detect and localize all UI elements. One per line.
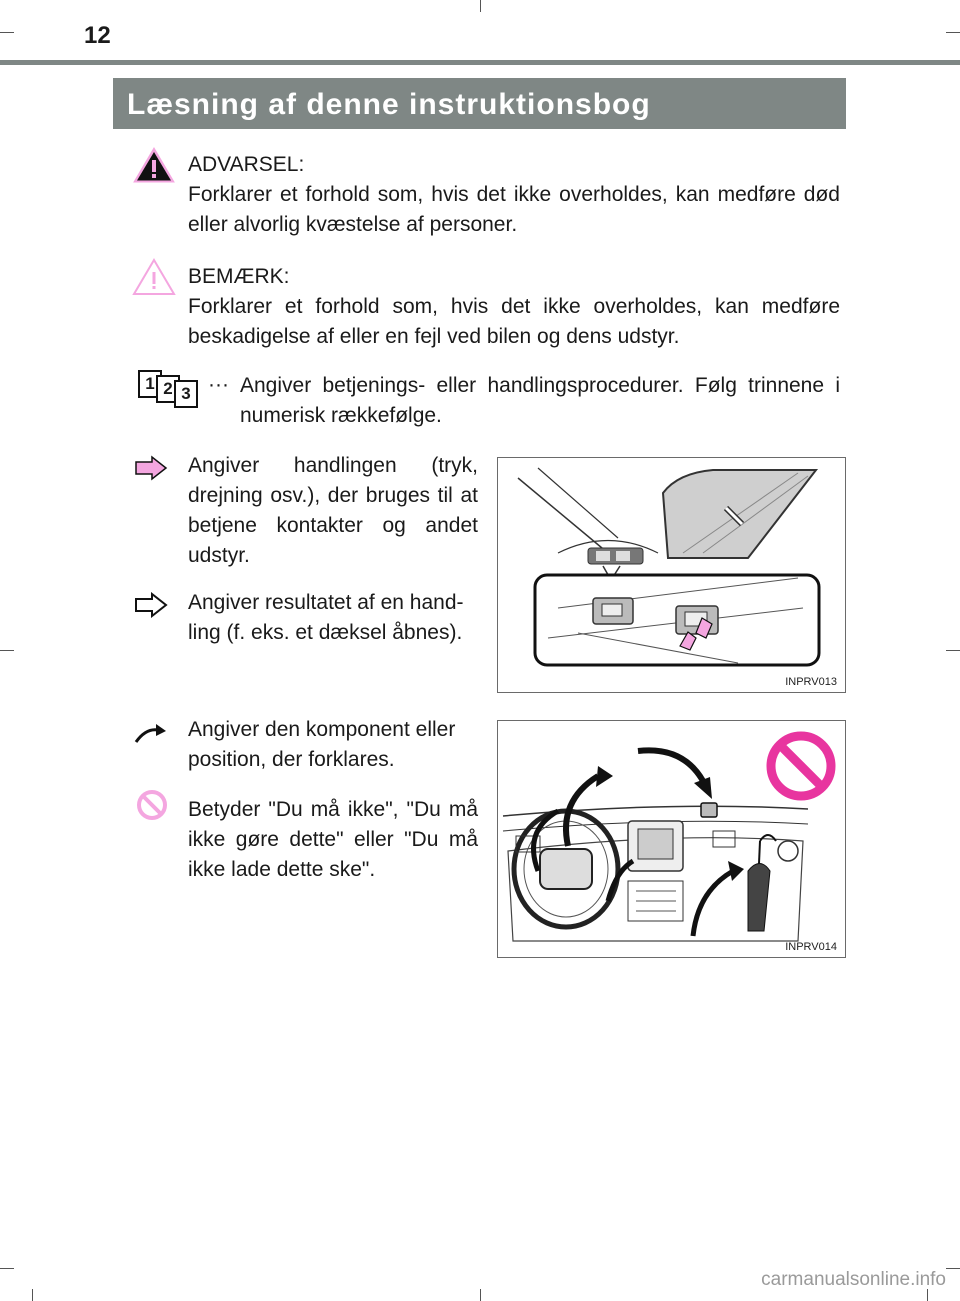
action-arrow-icon [134, 455, 168, 481]
action-arrow-text: Angiver handlingen (tryk, drejning osv.), der bruges til at betjene kontakter og andet udstyr. [188, 454, 478, 567]
crop-mark [0, 32, 14, 33]
result-arrow-icon [134, 592, 168, 618]
crop-mark [946, 650, 960, 651]
crop-mark [946, 1268, 960, 1269]
steps-ellipsis: ··· [208, 373, 229, 396]
pointer-arrow-text: Angiver den komponent eller position, der forklares. [188, 718, 456, 771]
prohibition-icon [136, 789, 168, 821]
caution-icon [132, 258, 176, 296]
result-arrow-text: Angiver resultatet af en hand-ling (f. eks. et dæksel åbnes). [188, 591, 464, 644]
crop-mark [0, 1268, 14, 1269]
header-rule [0, 60, 960, 65]
crop-mark [32, 1289, 33, 1301]
sunroof-figure [497, 457, 846, 693]
pointer-arrow-icon [134, 722, 168, 744]
notice-text: Forklarer et forhold som, hvis det ikke overholdes, kan medføre beskadigelse af eller en fejl ved bilen og dens udstyr. [188, 295, 840, 348]
section-title: Læsning af denne instruktionsbog [127, 88, 651, 121]
dashboard-illustration [498, 721, 845, 957]
notice-title: BEMÆRK: [188, 265, 290, 288]
warning-icon [132, 146, 176, 184]
step-number-2: 2 [156, 375, 180, 403]
watermark: carmanualsonline.info [761, 1269, 946, 1290]
step-number-icons [138, 370, 208, 404]
crop-mark [480, 1289, 481, 1301]
step-number-1: 1 [138, 370, 162, 398]
section-banner [113, 78, 846, 129]
page-number: 12 [84, 22, 111, 49]
sunroof-illustration [498, 458, 845, 692]
figure-code: INPRV013 [785, 676, 837, 688]
crop-mark [0, 650, 14, 651]
crop-mark [480, 0, 481, 12]
steps-text: Angiver betjenings- eller handlingsprocedurer. Følg trinnene i numerisk rækkefølge. [240, 374, 840, 427]
dashboard-figure [497, 720, 846, 958]
crop-mark [946, 32, 960, 33]
warning-title: ADVARSEL: [188, 153, 305, 176]
figure-code: INPRV014 [785, 941, 837, 953]
warning-text: Forklarer et forhold som, hvis det ikke overholdes, kan medføre død eller alvorlig kvæstelse af personer. [188, 183, 840, 236]
step-number-3: 3 [174, 380, 198, 408]
prohibition-text: Betyder "Du må ikke", "Du må ikke gøre dette" eller "Du må ikke lade dette ske". [188, 798, 478, 881]
